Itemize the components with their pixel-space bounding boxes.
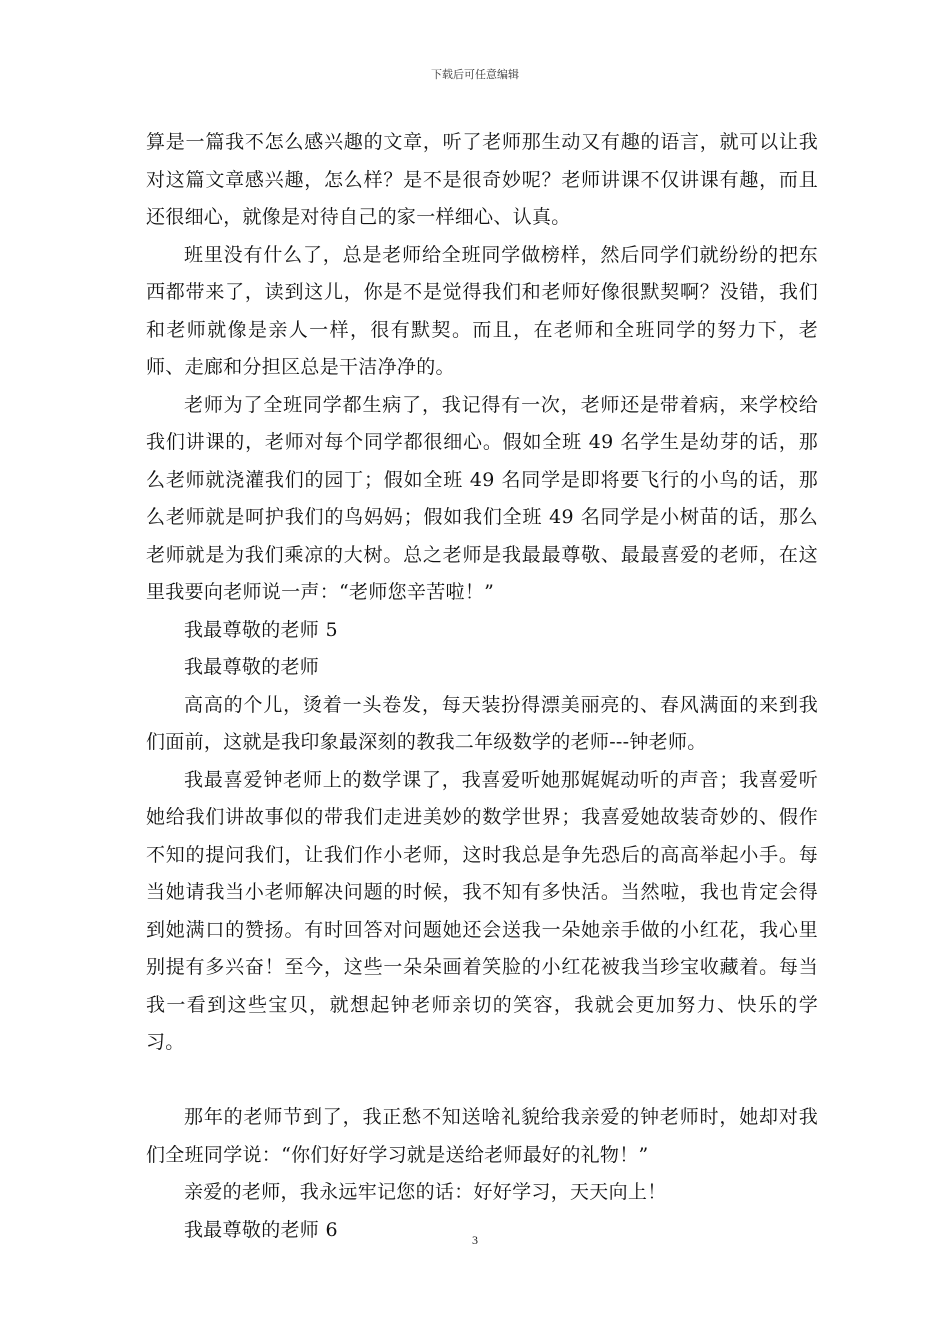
paragraph: 老师为了全班同学都生病了，我记得有一次，老师还是带着病，来学校给我们讲课的，老师对每个同学都很细心。假如全班 49 名学生是幼芽的话，那么老师就浇灌我们的园丁；假如全班 49 名同学是即将要飞行的小鸟的话，那么老师就是呵护我们的鸟妈妈；假如我们全班 49 名同学是小树苗的话，那么老师就是为我们乘凉的大树。总之老师是我最最尊敬、最最喜爱的老师，在这里我要向老师说一声：“老师您辛苦啦！”: [146, 393, 818, 603]
paragraph: 亲爱的老师，我永远牢记您的话：好好学习，天天向上！: [184, 1181, 667, 1203]
paragraph: 班里没有什么了，总是老师给全班同学做榜样，然后同学们就纷纷的把东西都带来了，读到这儿，你是不是觉得我们和老师好像很默契啊？没错，我们和老师就像是亲人一样，很有默契。而且，在老师和全班同学的努力下，老师、走廊和分担区总是干洁净净的。: [146, 243, 818, 378]
paragraph: 算是一篇我不怎么感兴趣的文章，听了老师那生动又有趣的语言，就可以让我对这篇文章感兴趣，怎么样？是不是很奇妙呢？老师讲课不仅讲课有趣，而且还很细心，就像是对待自己的家一样细心、认真。: [146, 131, 818, 228]
article-title: 我最尊敬的老师: [184, 656, 320, 678]
document-body: [146, 124, 818, 1249]
paragraph: 那年的老师节到了，我正愁不知送啥礼貌给我亲爱的钟老师时，她却对我们全班同学说：“你们好好学习就是送给老师最好的礼物！”: [146, 1106, 818, 1166]
page-header: 下载后可任意编辑: [431, 68, 519, 81]
section-heading: 我最尊敬的老师 6: [184, 1218, 338, 1241]
paragraph: 我最喜爱钟老师上的数学课了，我喜爱听她那娓娓动听的声音；我喜爱听她给我们讲故事似的带我们走进美妙的数学世界；我喜爱她故装奇妙的、假作不知的提问我们，让我们作小老师，这时我总是争先恐后的高高举起小手。每当她请我当小老师解决问题的时候，我不知有多快活。当然啦，我也肯定会得到她满口的赞扬。有时回答对问题她还会送我一朵她亲手做的小红花，我心里别提有多兴奋！至今，这些一朵朵画着笑脸的小红花被我当珍宝收藏着。每当我一看到这些宝贝，就想起钟老师亲切的笑容，我就会更加努力、快乐的学习。: [146, 768, 818, 1053]
blank-line: [146, 1062, 818, 1100]
section-heading: 我最尊敬的老师 5: [184, 618, 338, 641]
page-number: 3: [472, 1233, 478, 1247]
paragraph: 高高的个儿，烫着一头卷发，每天装扮得漂美丽亮的、春风满面的来到我们面前，这就是我印象最深刻的教我二年级数学的老师---钟老师。: [146, 693, 818, 753]
